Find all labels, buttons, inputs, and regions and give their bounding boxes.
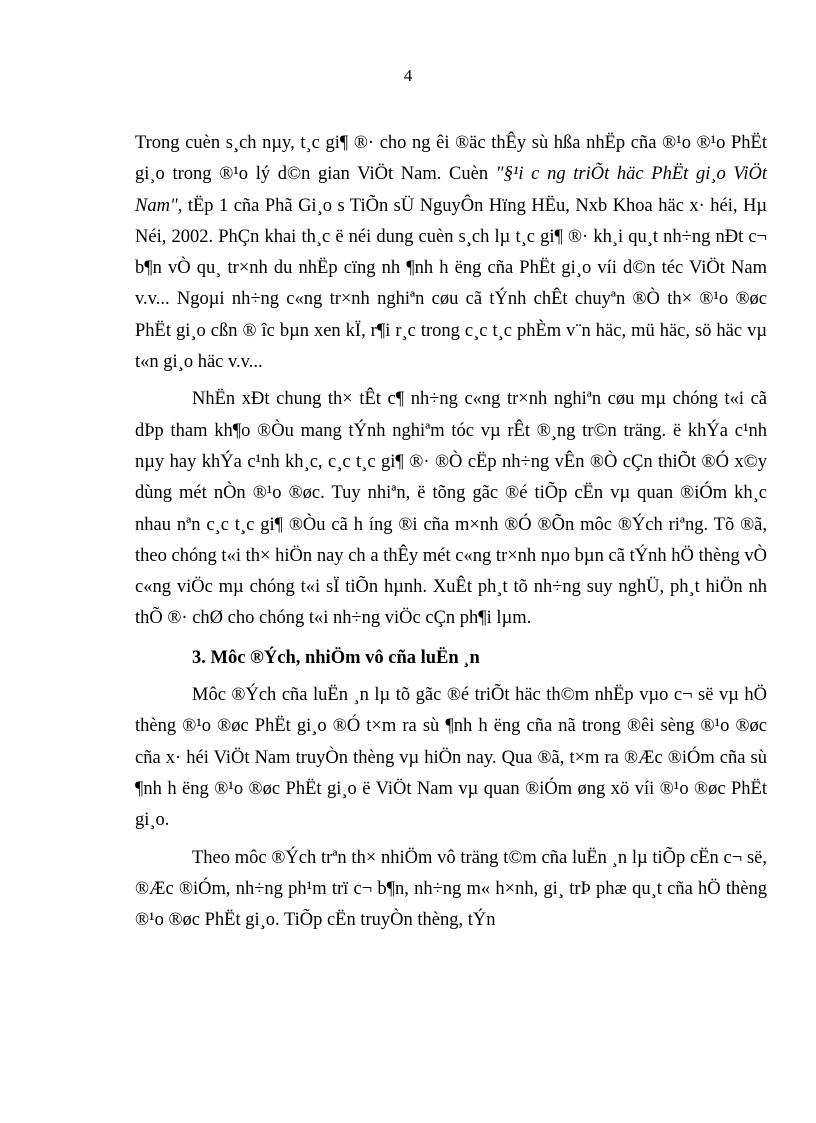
paragraph-tasks: Theo môc ®Ých trªn th× nhiÖm vô träng t©m cña luËn ¸n lµ tiÕp cËn c¬ së, ®Æc ®iÓm, nh÷ng ph¹m trï c¬ b¶n, nh÷ng m« h×nh, gi¸ trÞ phæ qu¸t cña hÖ thèng ®¹o ®øc PhËt gi¸o. TiÕp cËn truyÒn thèng, tÝn	[135, 847, 767, 931]
paragraph-text: Trong cuèn s¸ch nµy, t¸c gi¶ ®· cho ng êi ®äc thÊy sù hßa nhËp cña ®¹o ®¹o PhËt gi¸o trong ®¹o lý d©n gian ViÖt Nam. Cuèn	[135, 133, 767, 185]
document-body	[135, 128, 767, 936]
book-title-italic: "§¹i c ng triÕt häc PhËt gi¸o ViÖt Nam"	[135, 164, 767, 216]
paragraph-text: , tËp 1 cña Phã Gi¸o s TiÕn sÜ NguyÔn Hïng HËu, Nxb Khoa häc x· héi, Hµ Néi, 2002. PhÇn khai th¸c ë néi dung cuèn s¸ch lµ t¸c gi¶ ®· kh¸i qu¸t nh÷ng nÐt c¬ b¶n vÒ qu¸ tr×nh du nhËp cïng nh ¶nh h ëng cña PhËt gi¸o víi d©n téc ViÖt Nam v.v... Ngoµi nh÷ng c«ng tr×nh nghiªn cøu cã tÝnh chÊt chuyªn ®Ò th× ®¹o ®øc PhËt gi¸o cßn ® îc bµn xen kÏ, r¶i r¸c trong c¸c t¸c phÈm v¨n häc, mü häc, sö häc vµ t«n gi¸o häc v.v...	[135, 195, 767, 373]
paragraph-purpose: Môc ®Ých cña luËn ¸n lµ tõ gãc ®é triÕt häc th©m nhËp vµo c¬ së vµ hÖ thèng ®¹o ®øc PhËt gi¸o ®Ó t×m ra sù ¶nh h ëng cña nã trong ®êi sèng ®¹o ®øc cña x· héi ViÖt Nam truyÒn thèng vµ hiÖn nay. Qua ®ã, t×m ra ®Æc ®iÓm cña sù ¶nh h ëng ®¹o ®øc PhËt gi¸o ë ViÖt Nam vµ quan ®iÓm øng xö víi ®¹o ®øc PhËt gi¸o.	[135, 685, 767, 831]
section-heading: 3. Môc ®Ých, nhiÖm vô cña luËn ¸n	[192, 647, 480, 668]
paragraph-continuation	[135, 128, 767, 378]
page-number: 4	[403, 66, 413, 85]
paragraph-review: NhËn xÐt chung th× tÊt c¶ nh÷ng c«ng tr×nh nghiªn cøu mµ chóng t«i cã dÞp tham kh¶o ®Òu mang tÝnh nghiªm tóc vµ rÊt ®¸ng tr©n träng. ë khÝa c¹nh nµy hay khÝa c¹nh kh¸c, c¸c t¸c gi¶ ®· ®Ò cËp nh÷ng vÊn ®Ò cÇn thiÕt ®Ó x©y dùng mét nÒn ®¹o ®øc. Tuy nhiªn, ë tõng gãc ®é tiÕp cËn vµ quan ®iÓm kh¸c nhau nªn c¸c t¸c gi¶ ®Òu cã h íng ®i cña m×nh ®Ó ®Õn môc ®Ých riªng. Tõ ®ã, theo chóng t«i th× hiÖn nay ch a thÊy mét c«ng tr×nh nµo bµn cã tÝnh hÖ thèng vÒ c«ng viÖc mµ chóng t«i sÏ tiÕn hµnh. XuÊt ph¸t tõ nh÷ng suy nghÜ, ph¸t hiÖn nh thÕ ®· chØ cho chóng t«i nh÷ng viÖc cÇn ph¶i lµm.	[135, 389, 767, 629]
